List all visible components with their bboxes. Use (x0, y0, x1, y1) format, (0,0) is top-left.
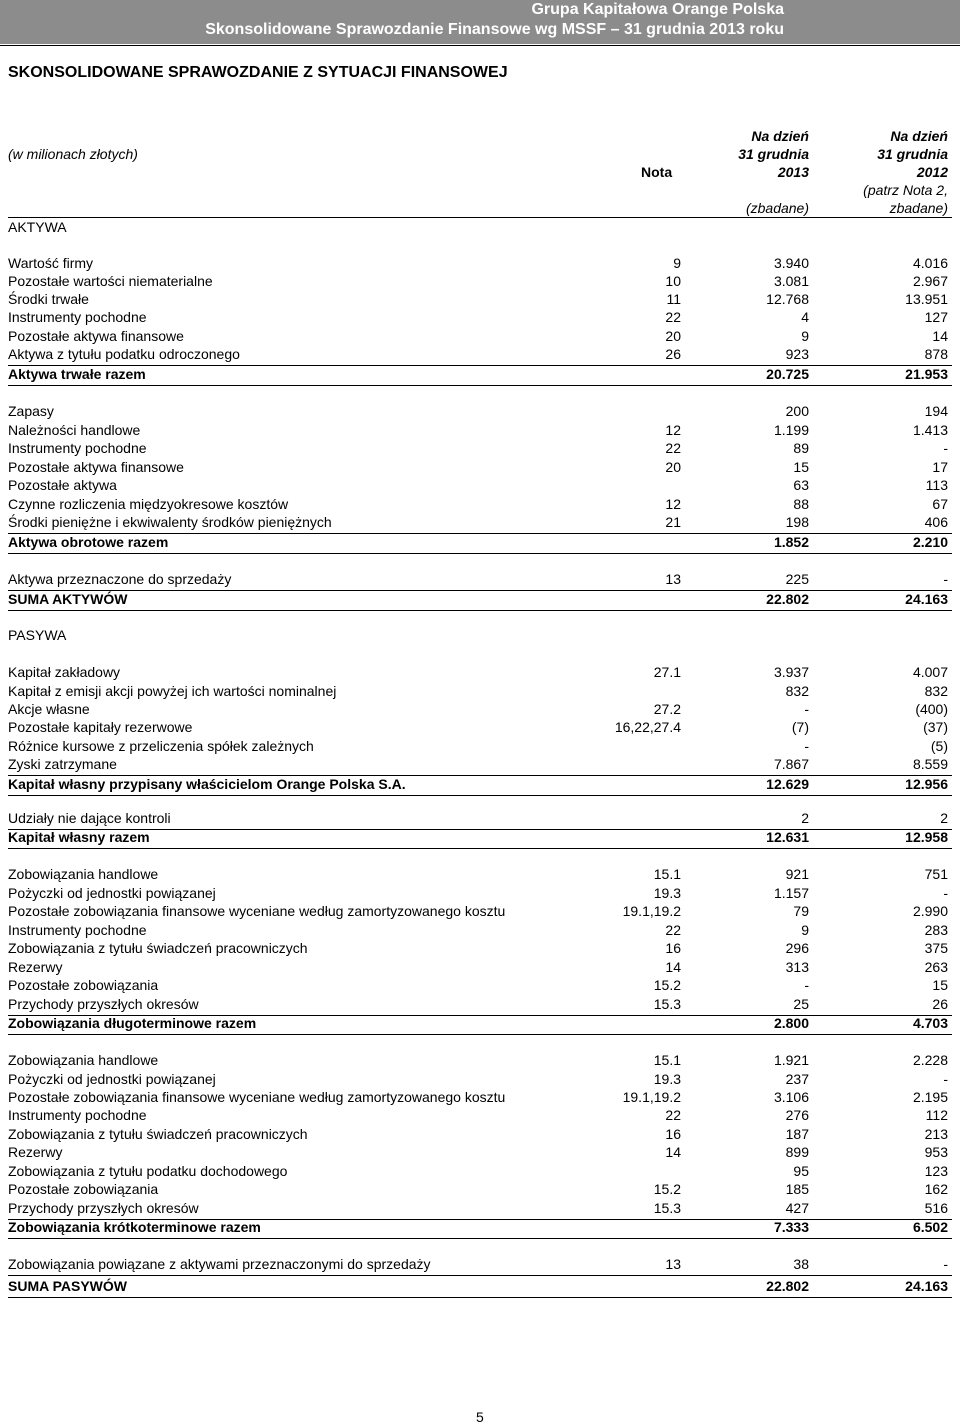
table-row (8, 1089, 952, 1107)
table-row (8, 1144, 952, 1162)
row-label: Pożyczki od jednostki powiązanej (8, 1071, 216, 1087)
table-row (8, 1071, 952, 1089)
row-value-2013: 89 (793, 440, 809, 456)
row-value-2013: 22.802 (766, 591, 809, 607)
row-value-2012: 12.958 (905, 829, 948, 845)
row-note: 21 (665, 514, 681, 530)
row-value-2012: - (943, 1071, 948, 1087)
row-note: 19.3 (653, 885, 681, 901)
row-value-2012: 162 (924, 1181, 948, 1197)
row-value-2012: 832 (924, 683, 948, 699)
total-row (8, 591, 952, 609)
row-value-2013: 1.199 (773, 422, 809, 438)
row-note: 15.2 (653, 977, 681, 993)
row-label: Pozostałe kapitały rezerwowe (8, 719, 193, 735)
table-row (8, 440, 952, 458)
row-value-2012: 751 (924, 866, 948, 882)
row-value-2013: 4 (801, 309, 809, 325)
row-label: Aktywa obrotowe razem (8, 534, 169, 550)
col-2013-line3: 2013 (777, 164, 809, 180)
row-value-2012: - (943, 885, 948, 901)
table-row (8, 496, 952, 514)
row-value-2013: 22.802 (766, 1278, 809, 1294)
row-value-2013: 276 (785, 1107, 809, 1123)
row-value-2012: 4.703 (912, 1015, 948, 1031)
row-note: 15.1 (653, 866, 681, 882)
total-row (8, 366, 952, 384)
row-note: 22 (665, 440, 681, 456)
row-value-2013: 198 (785, 514, 809, 530)
row-label: Czynne rozliczenia międzyokresowe kosztów (8, 496, 289, 512)
table-row (8, 571, 952, 589)
row-label: Kapitał z emisji akcji powyżej ich wartości nominalnej (8, 683, 337, 699)
row-note: 20 (665, 328, 681, 344)
row-note: 20 (665, 459, 681, 475)
total-row (8, 1278, 952, 1296)
row-note: 16 (665, 1126, 681, 1142)
column-header-divider (8, 217, 952, 218)
row-value-2013: 3.940 (773, 255, 809, 271)
row-note: 27.1 (653, 664, 681, 680)
row-value-2012: 4.007 (912, 664, 948, 680)
row-value-2012: 283 (924, 922, 948, 938)
row-label: Aktywa z tytułu podatku odroczonego (8, 346, 240, 362)
row-note: 14 (665, 959, 681, 975)
row-note: 19.1,19.2 (622, 903, 681, 919)
row-label: Aktywa przeznaczone do sprzedaży (8, 571, 232, 587)
row-value-2012: 12.956 (905, 776, 948, 792)
row-value-2013: 1.852 (773, 534, 809, 550)
row-value-2013: - (804, 738, 809, 754)
row-label: Zobowiązania powiązane z aktywami przeznaczonymi do sprzedaży (8, 1256, 431, 1272)
row-label: SUMA PASYWÓW (8, 1278, 127, 1294)
row-value-2012: 2 (940, 810, 948, 826)
row-label: Należności handlowe (8, 422, 141, 438)
row-value-2013: 296 (785, 940, 809, 956)
row-note: 22 (665, 309, 681, 325)
table-row (8, 756, 952, 774)
row-value-2013: 832 (785, 683, 809, 699)
table-row (8, 1200, 952, 1218)
row-value-2012: 17 (932, 459, 948, 475)
row-label: Instrumenty pochodne (8, 922, 147, 938)
row-value-2012: (5) (930, 738, 948, 754)
units-label: (w milionach złotych) (8, 146, 138, 162)
row-value-2013: 12.631 (766, 829, 809, 845)
table-row (8, 996, 952, 1014)
row-value-2013: 38 (793, 1256, 809, 1272)
row-label: Pozostałe aktywa finansowe (8, 328, 184, 344)
row-note: 19.3 (653, 1071, 681, 1087)
row-value-2013: 225 (785, 571, 809, 587)
row-note: 14 (665, 1144, 681, 1160)
row-value-2013: 15 (793, 459, 809, 475)
row-value-2013: 9 (801, 328, 809, 344)
table-row (8, 664, 952, 682)
table-row (8, 422, 952, 440)
row-value-2013: 899 (785, 1144, 809, 1160)
row-value-2013: 3.937 (773, 664, 809, 680)
table-row (8, 738, 952, 756)
row-note: 19.1,19.2 (622, 1089, 681, 1105)
row-value-2012: 263 (924, 959, 948, 975)
row-label: Pożyczki od jednostki powiązanej (8, 885, 216, 901)
header-report-name: Skonsolidowane Sprawozdanie Finansowe wg MSSF – 31 grudnia 2013 roku (205, 21, 784, 38)
row-note: 13 (665, 1256, 681, 1272)
row-value-2013: 1.157 (773, 885, 809, 901)
row-value-2013: 79 (793, 903, 809, 919)
row-value-2012: 516 (924, 1200, 948, 1216)
row-value-2012: 406 (924, 514, 948, 530)
total-row (8, 534, 952, 552)
table-row (8, 459, 952, 477)
table-row (8, 477, 952, 495)
row-value-2012: (400) (915, 701, 948, 717)
row-label: Pozostałe zobowiązania finansowe wyceniane według zamortyzowanego kosztu (8, 903, 506, 919)
row-value-2012: 2.210 (912, 534, 948, 550)
row-value-2012: 2.967 (912, 273, 948, 289)
row-note: 22 (665, 922, 681, 938)
row-label: Zobowiązania handlowe (8, 866, 159, 882)
row-label: Zobowiązania krótkoterminowe razem (8, 1219, 261, 1235)
row-value-2012: 375 (924, 940, 948, 956)
row-value-2012: 26 (932, 996, 948, 1012)
row-label: Pozostałe zobowiązania (8, 977, 159, 993)
row-value-2012: 13.951 (905, 291, 948, 307)
row-value-2013: 9 (801, 922, 809, 938)
row-value-2013: - (804, 977, 809, 993)
row-label: Pozostałe zobowiązania (8, 1181, 159, 1197)
table-row (8, 701, 952, 719)
row-value-2012: 2.195 (912, 1089, 948, 1105)
col-2012-line3: 2012 (916, 164, 948, 180)
table-row (8, 719, 952, 737)
row-value-2012: - (943, 440, 948, 456)
table-row (8, 1052, 952, 1070)
row-label: Pozostałe aktywa finansowe (8, 459, 184, 475)
row-label: Zobowiązania długoterminowe razem (8, 1015, 257, 1031)
table-row (8, 255, 952, 273)
row-value-2012: 2.228 (912, 1052, 948, 1068)
row-value-2013: 185 (785, 1181, 809, 1197)
row-divider (8, 1275, 952, 1276)
total-row (8, 1015, 952, 1033)
row-value-2012: 194 (924, 403, 948, 419)
col-2012-line1: Na dzień (890, 128, 948, 144)
row-value-2012: - (943, 1256, 948, 1272)
row-value-2013: 7.867 (773, 756, 809, 772)
row-value-2012: 213 (924, 1126, 948, 1142)
row-value-2013: 63 (793, 477, 809, 493)
header-group-name: Grupa Kapitałowa Orange Polska (531, 1, 784, 18)
table-row (8, 328, 952, 346)
table-row (8, 683, 952, 701)
row-note: 26 (665, 346, 681, 362)
row-value-2013: 187 (785, 1126, 809, 1142)
row-label: Zobowiązania z tytułu świadczeń pracowniczych (8, 940, 308, 956)
row-note: 15.3 (653, 996, 681, 1012)
row-value-2012: 6.502 (912, 1219, 948, 1235)
row-label: Zobowiązania handlowe (8, 1052, 159, 1068)
row-label: Udziały nie dające kontroli (8, 810, 171, 826)
page-number: 5 (476, 1409, 484, 1425)
row-label: Różnice kursowe z przeliczenia spółek zależnych (8, 738, 314, 754)
table-row (8, 1256, 952, 1274)
col-2013-line1: Na dzień (751, 128, 809, 144)
row-value-2012: 14 (932, 328, 948, 344)
row-label: Środki pieniężne i ekwiwalenty środków pieniężnych (8, 514, 332, 530)
row-label: Kapitał zakładowy (8, 664, 121, 680)
row-value-2012: 2.990 (912, 903, 948, 919)
row-value-2012: 21.953 (905, 366, 948, 382)
row-label: Zyski zatrzymane (8, 756, 117, 772)
row-note: 10 (665, 273, 681, 289)
row-value-2013: 427 (785, 1200, 809, 1216)
col-2012-line2: 31 grudnia (877, 146, 948, 162)
table-row (8, 273, 952, 291)
document-header (0, 0, 960, 44)
row-note: 15.3 (653, 1200, 681, 1216)
row-label: Pozostałe wartości niematerialne (8, 273, 213, 289)
row-note: 11 (666, 291, 681, 307)
table-row (8, 940, 952, 958)
row-label: Kapitał własny przypisany właścicielom Orange Polska S.A. (8, 776, 406, 792)
row-value-2013: 1.921 (773, 1052, 809, 1068)
row-label: Przychody przyszłych okresów (8, 1200, 199, 1216)
row-label: Przychody przyszłych okresów (8, 996, 199, 1012)
note-column-header: Nota (641, 164, 673, 180)
row-value-2013: 237 (785, 1071, 809, 1087)
table-row (8, 1163, 952, 1181)
row-value-2013: 200 (785, 403, 809, 419)
row-value-2013: 12.768 (766, 291, 809, 307)
row-value-2013: 923 (785, 346, 809, 362)
row-note: 15.1 (653, 1052, 681, 1068)
row-note: 12 (665, 422, 681, 438)
row-label: Zobowiązania z tytułu podatku dochodowego (8, 1163, 288, 1179)
row-value-2012: 113 (925, 477, 948, 493)
row-value-2013: 20.725 (766, 366, 809, 382)
row-value-2013: 7.333 (773, 1219, 809, 1235)
row-value-2013: (7) (791, 719, 809, 735)
row-note: 15.2 (653, 1181, 681, 1197)
row-value-2012: 1.413 (912, 422, 948, 438)
row-value-2013: 313 (785, 959, 809, 975)
row-note: 16,22,27.4 (614, 719, 681, 735)
row-label: Instrumenty pochodne (8, 440, 147, 456)
row-note: 13 (665, 571, 681, 587)
total-row (8, 1219, 952, 1237)
row-value-2012: 112 (925, 1107, 948, 1123)
row-label: Zapasy (8, 403, 54, 419)
statement-title: SKONSOLIDOWANE SPRAWOZDANIE Z SYTUACJI FINANSOWEJ (8, 64, 508, 81)
row-value-2013: 12.629 (766, 776, 809, 792)
table-row (8, 403, 952, 421)
row-label: SUMA AKTYWÓW (8, 591, 128, 607)
row-label: Instrumenty pochodne (8, 309, 147, 325)
row-value-2012: (37) (923, 719, 948, 735)
table-row (8, 922, 952, 940)
row-value-2012: 127 (924, 309, 948, 325)
row-label: Pozostałe zobowiązania finansowe wyceniane według zamortyzowanego kosztu (8, 1089, 506, 1105)
row-note: 27.2 (653, 701, 681, 717)
row-note: 12 (665, 496, 681, 512)
table-row (8, 866, 952, 884)
table-row (8, 810, 952, 828)
assets-section-label: AKTYWA (8, 219, 67, 235)
row-value-2013: 2 (801, 810, 809, 826)
table-row (8, 977, 952, 995)
row-value-2013: - (804, 701, 809, 717)
row-note: 9 (673, 255, 681, 271)
row-value-2012: 953 (924, 1144, 948, 1160)
row-value-2013: 3.081 (773, 273, 809, 289)
row-note: 16 (665, 940, 681, 956)
row-label: Akcje własne (8, 701, 90, 717)
row-value-2012: - (943, 571, 948, 587)
row-value-2012: 4.016 (912, 255, 948, 271)
row-value-2013: 3.106 (773, 1089, 809, 1105)
header-divider (0, 45, 960, 46)
table-row (8, 885, 952, 903)
row-label: Rezerwy (8, 1144, 63, 1160)
row-label: Aktywa trwałe razem (8, 366, 146, 382)
table-row (8, 1181, 952, 1199)
row-value-2012: 8.559 (912, 756, 948, 772)
row-label: Wartość firmy (8, 255, 94, 271)
table-row (8, 903, 952, 921)
col-2013-line2: 31 grudnia (738, 146, 809, 162)
table-row (8, 291, 952, 309)
row-value-2013: 25 (793, 996, 809, 1012)
table-row (8, 346, 952, 364)
table-row (8, 959, 952, 977)
table-row (8, 1107, 952, 1125)
row-label: Instrumenty pochodne (8, 1107, 147, 1123)
row-value-2013: 921 (785, 866, 809, 882)
row-value-2013: 95 (793, 1163, 809, 1179)
col-2013-line4: (zbadane) (745, 200, 809, 216)
row-label: Rezerwy (8, 959, 63, 975)
liabilities-section-label: PASYWA (8, 627, 67, 643)
row-value-2013: 88 (793, 496, 809, 512)
row-label: Pozostałe aktywa (8, 477, 117, 493)
table-row (8, 309, 952, 327)
row-value-2012: 67 (932, 496, 948, 512)
row-label: Środki trwałe (8, 291, 89, 307)
table-row (8, 1126, 952, 1144)
row-value-2012: 15 (932, 977, 948, 993)
row-label: Zobowiązania z tytułu świadczeń pracowniczych (8, 1126, 308, 1142)
row-value-2012: 123 (924, 1163, 948, 1179)
row-value-2012: 24.163 (905, 1278, 948, 1294)
row-value-2012: 24.163 (905, 591, 948, 607)
total-row (8, 829, 952, 847)
row-label: Kapitał własny razem (8, 829, 150, 845)
row-value-2013: 2.800 (773, 1015, 809, 1031)
row-value-2012: 878 (924, 346, 948, 362)
total-row (8, 776, 952, 794)
table-row (8, 514, 952, 532)
col-2012-line4: (patrz Nota 2, (863, 182, 948, 198)
row-note: 22 (665, 1107, 681, 1123)
col-2012-line5: zbadane) (889, 200, 948, 216)
